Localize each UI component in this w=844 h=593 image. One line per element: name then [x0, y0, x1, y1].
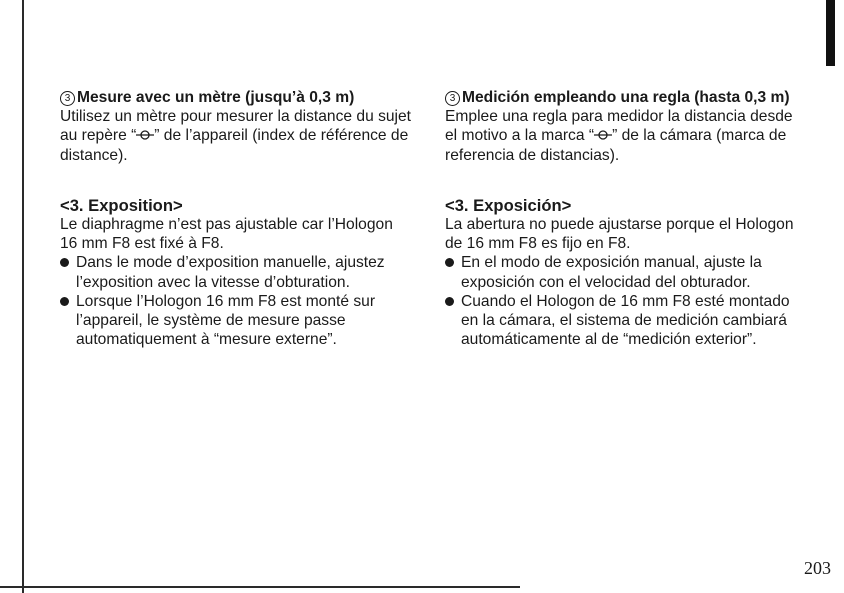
bullet-icon [445, 258, 454, 267]
list-item: Lorsque l’Hologon 16 mm F8 est monté sur l’appareil, le système de mesure passe automatiquement à “mesure externe”. [60, 292, 412, 350]
spanish-bullet-list [445, 253, 801, 349]
french-exposure-text: Le diaphragme n’est pas ajustable car l’Hologon 16 mm F8 est fixé à F8. [60, 216, 393, 253]
circled-number: 3 [60, 91, 75, 106]
french-bullet-list [60, 253, 412, 349]
spanish-section-title: 3 Medición empleando una regla (hasta 0,3 m) [445, 88, 801, 107]
french-section-title: 3 Mesure avec un mètre (jusqu’à 0,3 m) [60, 88, 412, 107]
french-column [60, 88, 412, 349]
spanish-column [445, 88, 801, 349]
list-item: En el modo de exposición manual, ajuste la exposición con el velocidad del obturador. [445, 253, 801, 291]
film-plane-mark-icon [136, 130, 154, 140]
bullet-icon [60, 258, 69, 267]
bullet-icon [445, 297, 454, 306]
bullet-icon [60, 297, 69, 306]
french-exposure-block [60, 215, 412, 349]
bottom-scan-line [0, 586, 520, 588]
binding-edge-line [22, 0, 24, 593]
circled-number: 3 [445, 91, 460, 106]
list-item: Dans le mode d’exposition manuelle, ajustez l’exposition avec la vitesse d’obturation. [60, 253, 412, 291]
spanish-exposure-text: La abertura no puede ajustarse porque el Hologon de 16 mm F8 es fijo en F8. [445, 216, 794, 253]
page-number: 203 [804, 558, 831, 578]
scan-edge-mark [826, 0, 835, 66]
film-plane-mark-icon [594, 130, 612, 140]
list-item: Cuando el Hologon de 16 mm F8 esté montado en la cámara, el sistema de medición cambiará automáticamente al de “medición exterior”. [445, 292, 801, 350]
spanish-exposure-block [445, 215, 801, 349]
french-exposure-heading: <3. Exposition> [60, 196, 183, 215]
french-intro: Utilisez un mètre pour mesurer la distance du sujet au repère “ ” de l’appareil (index de référence de distance). [60, 108, 412, 164]
spanish-intro: Emplee una regla para medidor la distancia desde el motivo a la marca “ ” de la cámara (marca de referencia de distancias). [445, 108, 793, 164]
spanish-exposure-heading: <3. Exposición> [445, 196, 572, 215]
